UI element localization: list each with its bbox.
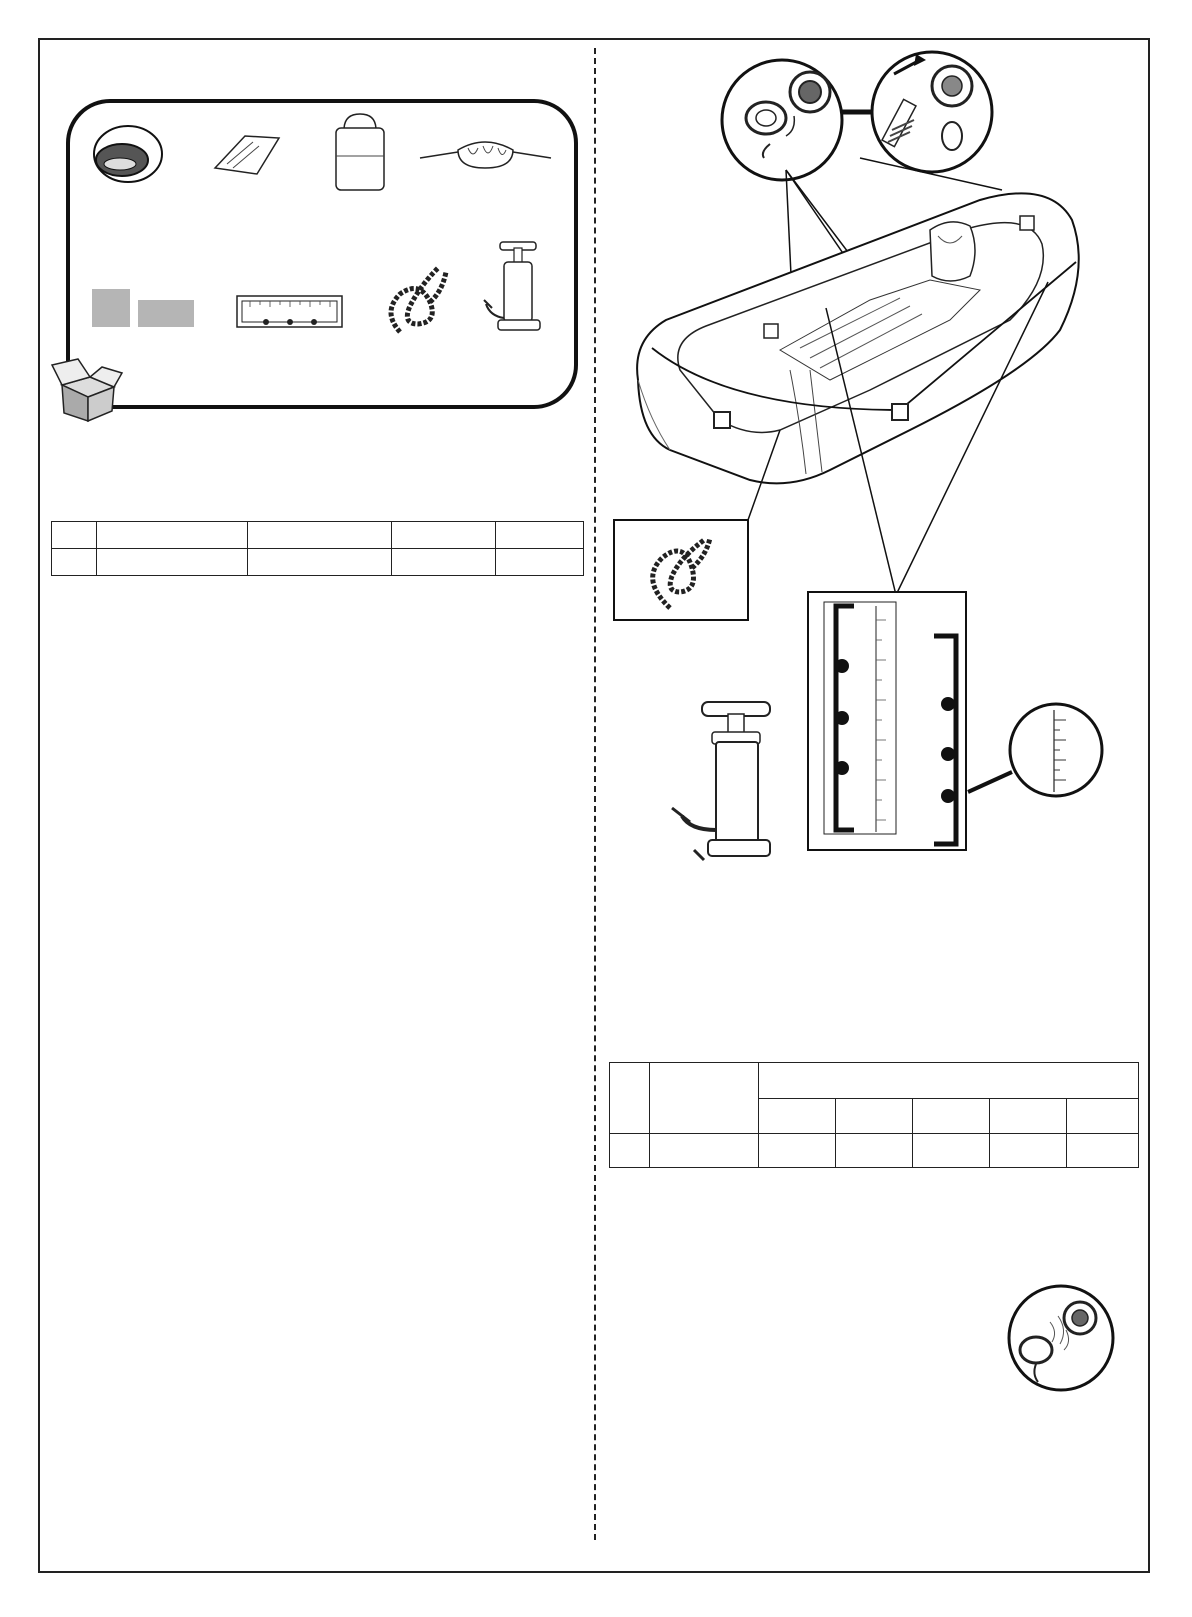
table-cell: [1067, 1098, 1139, 1134]
table-row: [610, 1063, 1139, 1099]
open-box-icon: [50, 355, 125, 420]
boat-package-icon: [88, 118, 168, 188]
table-cell: [650, 1063, 759, 1134]
table-cell: [97, 522, 248, 549]
table-cell: [52, 522, 97, 549]
table-cell: [392, 522, 496, 549]
table-row: [52, 522, 584, 549]
table-cell: [610, 1134, 650, 1168]
hand-pump-icon: [480, 238, 555, 343]
table-cell: [990, 1134, 1067, 1168]
table-cell: [248, 549, 392, 576]
table-cell: [610, 1063, 650, 1134]
table-cell: [836, 1098, 913, 1134]
repair-patch-strip: [138, 300, 194, 327]
valve-open-icon: [722, 60, 842, 180]
table-cell: [759, 1098, 836, 1134]
table-cell: [759, 1134, 836, 1168]
boat-illustration-group: [610, 40, 1130, 920]
column-divider: [594, 48, 596, 1540]
table-cell: [1067, 1134, 1139, 1168]
repair-patch-bag-icon: [205, 128, 285, 183]
repair-patch-square: [92, 289, 130, 327]
table-cell: [913, 1134, 990, 1168]
table-cell: [52, 549, 97, 576]
table-cell: [248, 522, 392, 549]
ruler-detail-icon: [808, 592, 1012, 850]
table-cell: [392, 549, 496, 576]
table-row: [610, 1134, 1139, 1168]
valve-deflate-icon: [1006, 1282, 1116, 1394]
pump-icon: [672, 702, 770, 860]
table-cell: [913, 1098, 990, 1134]
table-cell: [990, 1098, 1067, 1134]
left-spec-table: [51, 521, 584, 576]
table-cell: [496, 522, 584, 549]
right-spec-table: [609, 1062, 1139, 1168]
table-cell: [496, 549, 584, 576]
table-cell: [97, 549, 248, 576]
table-cell: [836, 1134, 913, 1168]
rope-detail-icon: [614, 520, 748, 620]
valve-hose-icon: [872, 52, 992, 172]
ruler-sticker-icon: [236, 295, 343, 328]
rope-icon: [380, 262, 455, 342]
carry-backpack-icon: [330, 110, 390, 195]
table-cell: [759, 1063, 1139, 1099]
table-row: [52, 549, 584, 576]
seat-with-straps-icon: [418, 138, 553, 178]
scale-zoom-icon: [1010, 704, 1102, 796]
table-cell: [650, 1134, 759, 1168]
